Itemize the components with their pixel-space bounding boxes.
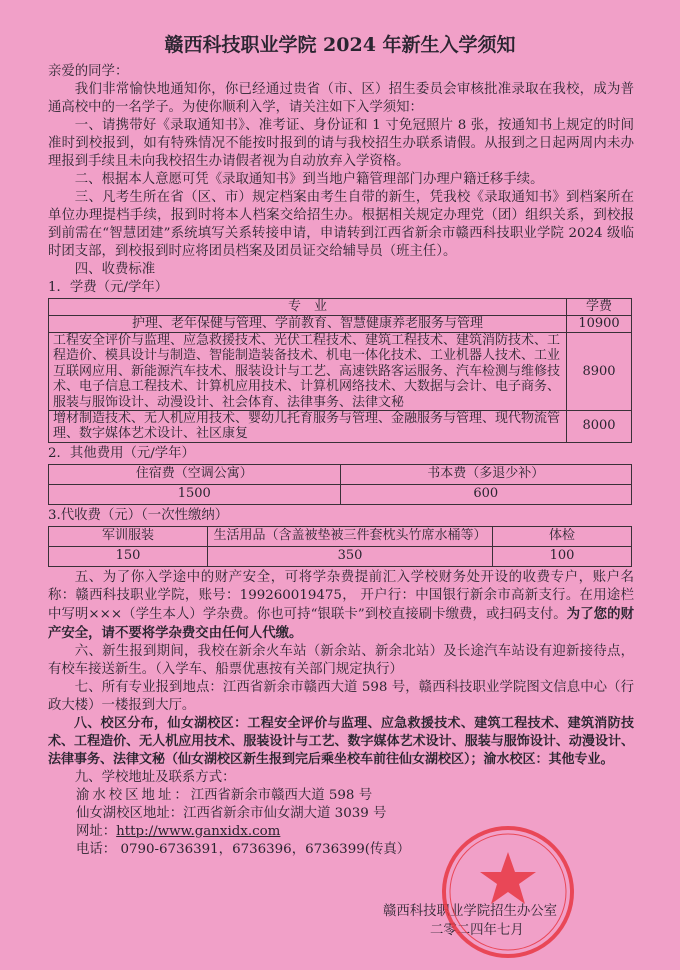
signature-office: 赣西科技职业学院招生办公室 [383,903,558,919]
table-row [49,484,632,504]
document-title: 赣西科技职业学院 2024 年新生入学须知 [164,34,516,56]
majors-cell: 增材制造技术、无人机应用技术、婴幼儿托育服务与管理、金融服务与管理、现代物流管理、数字媒体艺术设计、社区康复 [49,411,567,443]
item-8: 八、校区分布，仙女湖校区：工程安全评价与监理、应急救援技术、建筑工程技术、建筑消防技术、工程造价、无人机应用技术、服装设计与工艺、数字媒体艺术设计、服装与服饰设计、动漫设计、法律事务、法律文秘（仙女湖校区新生报到完后乘坐校车前往仙女湖校区）；渝水校区：其他专业。 [48,715,634,767]
phone-value: 0790-6736391，6736396，6736399(传真） [120,841,411,857]
collected-fees-label: 3.代收费（元）（一次性缴纳） [48,507,229,523]
item-6: 六、新生报到期间，我校在新余火车站（新余站、新余北站）及长途汽车站设有迎新接待点，有校车接送新生。（入学车、船票优惠按有关部门规定执行） [48,643,634,677]
tuition-label: 1．学费（元/学年） [48,280,169,295]
phone-label: 电话： [76,841,117,857]
item-5-warning: 为了您的财产安全，请不要将学杂费交由任何人代缴。 [48,605,634,641]
item-9: 九、学校地址及联系方式： [74,769,236,785]
greeting: 亲爱的同学： [48,64,129,79]
collected-fees-table [48,526,632,567]
table-row [49,333,632,411]
fee-cell: 8900 [567,333,632,411]
yushui-value: 江西省新余市赣西大道 598 号 [190,787,373,803]
fee-cell: 8000 [567,411,632,443]
uniform-fee: 150 [49,546,208,566]
star-icon [480,852,536,904]
header-exam: 体检 [493,526,632,546]
item-2: 二、根据本人意愿可凭《录取通知书》到当地户籍管理部门办理户籍迁移手续。 [74,172,544,187]
header-supplies: 生活用品（含盖被垫被三件套枕头竹席水桶等） [208,526,493,546]
header-books: 书本费（多退少补） [340,464,632,484]
intro-paragraph: 我们非常愉快地通知你，你已经通过贵省（市、区）招生委员会审核批准录取在我校，成为普通高校中的一名学子。为使你顺利入学，请关注如下入学须知： [48,82,634,115]
yushui-address [76,787,634,805]
table-row [49,316,632,333]
table-row [49,411,632,443]
table-row [49,546,632,566]
books-fee: 600 [340,484,632,504]
tuition-table [48,298,632,443]
fee-cell: 10900 [567,316,632,333]
header-uniform: 军训服装 [49,526,208,546]
xiannvhu-address [76,805,634,823]
majors-cell: 护理、老年保健与管理、学前教育、智慧健康养老服务与管理 [49,316,567,333]
xiannvhu-value: 江西省新余市仙女湖大道 3039 号 [183,805,387,821]
item-4: 四、收费标准 [74,262,156,277]
yushui-label: 渝水校区地址： [76,787,191,803]
xiannvhu-label: 仙女湖校区地址： [76,805,184,821]
supplies-fee: 350 [208,546,493,566]
header-major: 专 业 [49,299,567,316]
other-fees-table [48,464,632,505]
website-link[interactable]: http://www.ganxidx.com [116,823,281,839]
exam-fee: 100 [493,546,632,566]
accommodation-fee: 1500 [49,484,341,504]
header-fee: 学费 [567,299,632,316]
website-label: 网址： [76,823,117,839]
item-3: 三、凡考生所在省（区、市）规定档案由考生自带的新生，凭我校《录取通知书》到档案所在单位办理提档手续，报到时将本人档案交给招生办。根据相关规定办理党（团）组织关系，到校报到前需在“智慧团建”系统填写关系转接申请，申请转到江西省新余市赣西科技职业学院 2024 级临时团支部，到校报到时应将团员档案及团员证交给辅导员（班主任）。 [48,190,634,259]
item-7: 七、所有专业报到地点：江西省新余市赣西大道 598 号，赣西科技职业学院图文信息中心（行政大楼）一楼报到大厅。 [48,679,634,713]
item-5 [48,569,634,643]
other-fees-label: 2．其他费用（元/学年） [48,445,195,461]
official-seal [438,822,578,962]
item-1: 一、请携带好《录取通知书》、准考证、身份证和 1 寸免冠照片 8 张，按通知书上规定的时间准时到校报到，如有特殊情况不能按时报到的请与我校招生办联系请假。从报到之日起两周内未办理报到手续且未向我校招生办请假者视为自动放弃入学资格。 [48,118,634,169]
item-5-text: 五、为了你入学途中的财产安全，可将学杂费提前汇入学校财务处开设的收费专户，账户名称：赣西科技职业学院，账号：19926001​9475， 开户行：中国银行新余市高新支行。在用途栏中写明×××（学生本人）学杂费。你也可持“银联卡”到校直接刷卡缴费，或扫码支付。 [48,569,634,622]
majors-cell: 工程安全评价与监理、应急救援技术、光伏工程技术、建筑工程技术、建筑消防技术、工程造价、模具设计与制造、智能制造装备技术、机电一体化技术、工业机器人技术、工业互联网应用、新能源汽车技术、服装设计与工艺、高速铁路客运服务、汽车检测与维修技术、电子信息工程技术、计算机应用技术、计算机网络技术、大数据与会计、电子商务、服装与服饰设计、动漫设计、社会体育、法律事务、法律文秘 [49,333,567,411]
header-accommodation: 住宿费（空调公寓） [49,464,341,484]
signature-date: 二零二四年七月 [430,922,524,938]
